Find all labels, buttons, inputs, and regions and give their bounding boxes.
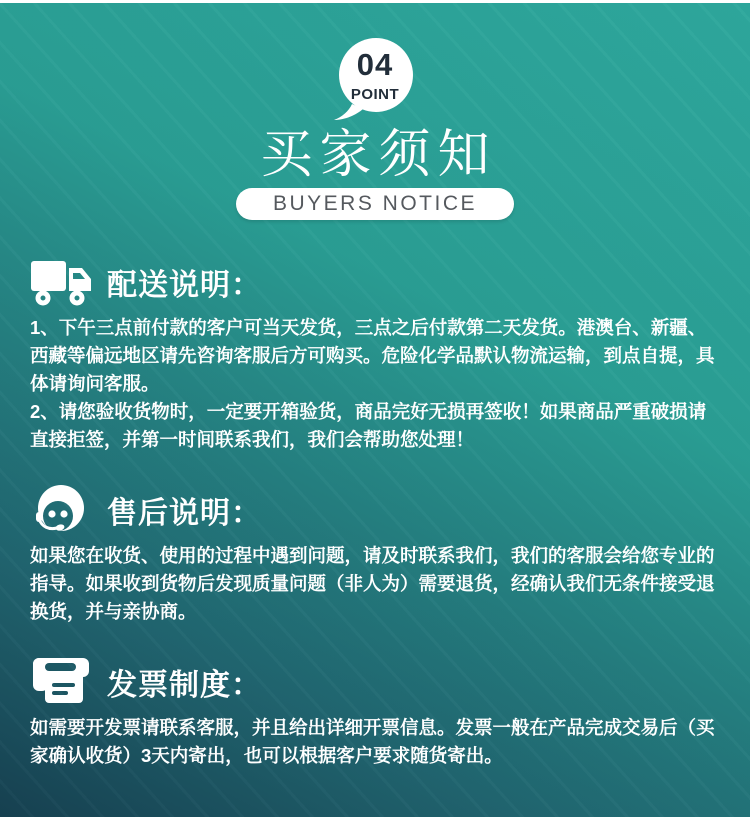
subtitle-text: BUYERS NOTICE: [272, 192, 478, 215]
point-badge: [330, 36, 420, 122]
top-white-border: [0, 0, 750, 3]
section-aftersales-header: [30, 484, 722, 536]
truck-icon: [30, 258, 92, 306]
section-shipping: [30, 256, 722, 454]
paragraph: 如果您在收货、使用的过程中遇到问题，请及时联系我们，我们的客服会给您专业的指导。如果收到货物后发现质量问题（非人为）需要退货，经确认我们无条件接受退换货，并与亲协商。: [30, 545, 715, 622]
badge-number: 04: [356, 47, 394, 82]
subtitle-pill: [236, 188, 514, 220]
section-heading: 售后说明：: [107, 497, 262, 530]
notice-sections: [30, 250, 722, 770]
section-aftersales: [30, 484, 722, 626]
paragraph: 2、请您验收货物时，一定要开箱验货，商品完好无损再签收！如果商品严重破损请直接拒签，并第一时间联系我们，我们会帮助您处理！: [30, 401, 707, 450]
paragraph: 如需要开发票请联系客服，并且给出详细开票信息。发票一般在产品完成交易后（买家确认收货）3天内寄出，也可以根据客户要求随货寄出。: [30, 717, 715, 766]
section-invoice-body: [30, 714, 722, 770]
printer-icon: [30, 657, 92, 707]
bottom-white-border: [0, 817, 750, 822]
paragraph: 1、下午三点前付款的客户可当天发货，三点之后付款第二天发货。港澳台、新疆、西藏等偏远地区请先咨询客服后方可购买。危险化学品默认物流运输，到点自提，具体请询问客服。: [30, 317, 715, 394]
section-shipping-body: [30, 314, 722, 454]
section-heading: 发票制度：: [107, 669, 262, 702]
section-heading: 配送说明：: [107, 269, 262, 302]
section-invoice-header: [30, 656, 722, 708]
customer-service-icon: [30, 483, 92, 537]
section-shipping-header: [30, 256, 722, 308]
section-aftersales-body: [30, 542, 722, 626]
badge-label: POINT: [350, 86, 400, 103]
page-title: 买家须知: [260, 126, 497, 184]
section-invoice: [30, 656, 722, 770]
